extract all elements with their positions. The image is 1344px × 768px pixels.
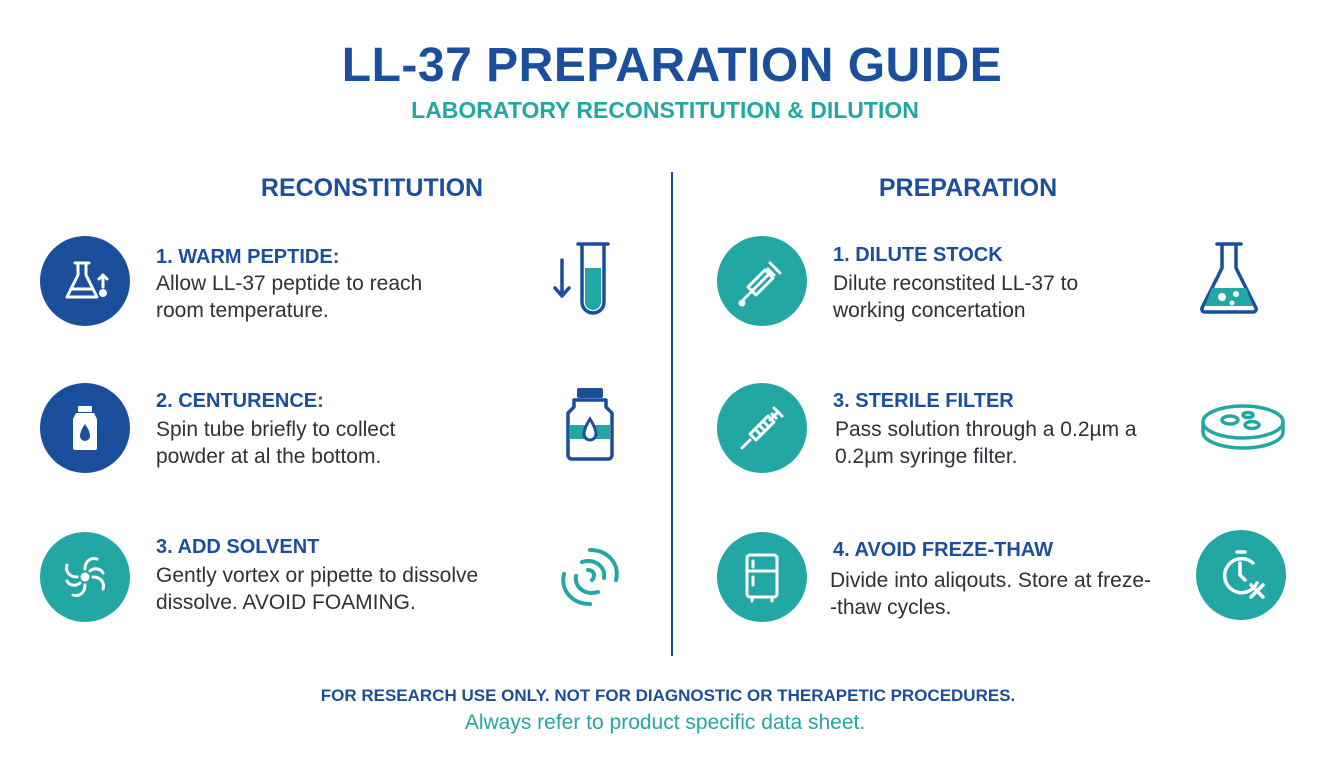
step-title: 2. CENTURENCE: [156, 390, 324, 412]
column-divider [671, 172, 673, 656]
step-title: 3. ADD SOLVENT [156, 536, 320, 558]
research-disclaimer: FOR RESEARCH USE ONLY. NOT FOR DIAGNOSTIC OR THERAPETIC PROCEDURES. [320, 686, 1016, 705]
bottle-drop-icon [40, 383, 130, 473]
step-title: 4. AVOID FREZE-THAW [833, 539, 1053, 561]
test-tube-down-arrow-icon [550, 240, 620, 316]
swirl-icon [552, 542, 628, 612]
step-title: 1. WARM PEPTIDE: [156, 246, 340, 268]
flask-arrow-icon [40, 236, 130, 326]
petri-dish-icon [1198, 400, 1288, 456]
step-title: 3. STERILE FILTER [833, 390, 1014, 412]
step-description: Gently vortex or pipette to dissolve dissolve. AVOID FOAMING. [156, 564, 479, 614]
step-description: Dilute reconstited LL-37 to working concertation [833, 272, 1079, 322]
step-title: 1. DILUTE STOCK [833, 244, 1003, 266]
vial-drop-icon [560, 385, 620, 465]
step-description: Spin tube briefly to collect powder at al the bottom. [156, 418, 396, 468]
step-description: Pass solution through a 0.2µm a 0.2µm syringe filter. [835, 418, 1137, 468]
timer-cancel-icon [1196, 530, 1286, 620]
freezer-icon [717, 532, 807, 622]
reconstitution-heading: RECONSTITUTION [260, 174, 484, 202]
data-sheet-note: Always refer to product specific data sheet. [464, 711, 866, 734]
syringe-icon [717, 383, 807, 473]
preparation-heading: PREPARATION [878, 174, 1058, 202]
flask-icon [1196, 240, 1262, 316]
vortex-icon [40, 532, 130, 622]
page-subtitle: LABORATORY RECONSTITUTION & DILUTION [411, 97, 919, 123]
dropper-icon [717, 236, 807, 326]
step-description: Allow LL-37 peptide to reach room temperature. [156, 272, 423, 322]
step-description: Divide into aliqouts. Store at freze- -thaw cycles. [830, 569, 1151, 619]
page-title: LL-37 PREPARATION GUIDE [341, 39, 1003, 92]
